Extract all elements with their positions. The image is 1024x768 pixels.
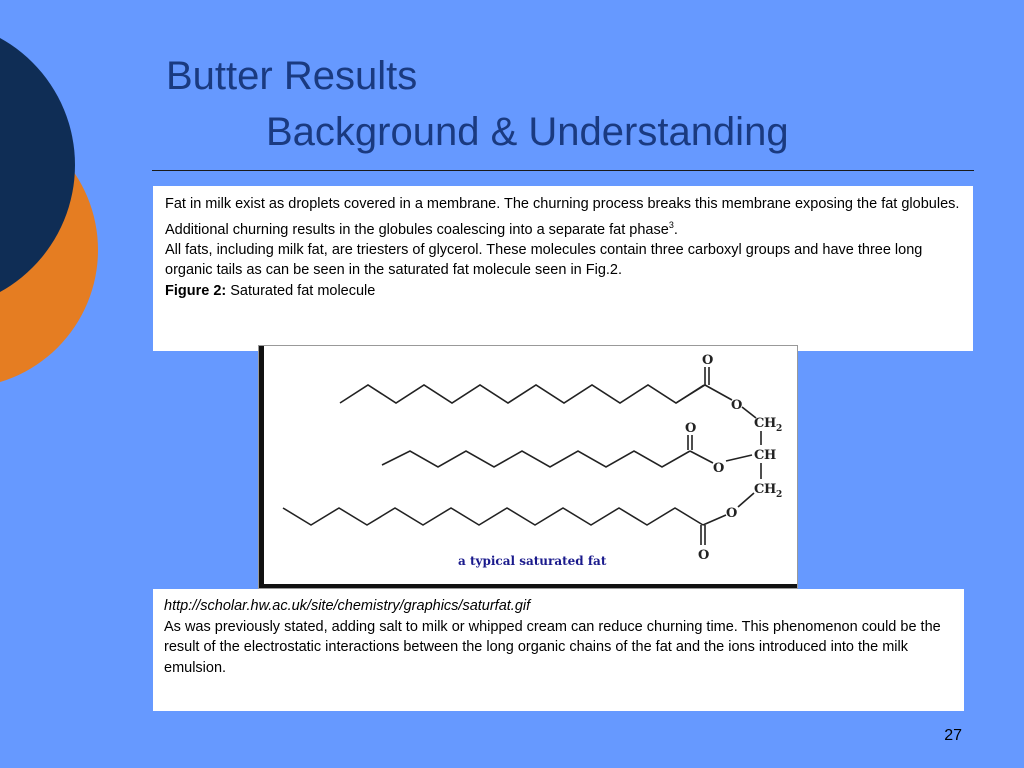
decorative-circles bbox=[0, 0, 110, 420]
atom-c-ch2-top: C bbox=[754, 416, 765, 431]
atom-o-carbonyl-1: O bbox=[702, 353, 714, 368]
paragraph-salt-churning: As was previously stated, adding salt to milk or whipped cream can reduce churning time. This phenomenon could be the result of the electrostatic interactions between the long organic chains of the fat and the ions introduced into the milk emulsion. bbox=[164, 618, 941, 676]
paragraph-fat-droplets bbox=[165, 194, 961, 240]
atom-c-ch-middle: C bbox=[754, 448, 765, 463]
citation-superscript: 3 bbox=[668, 219, 674, 230]
source-url: http://scholar.hw.ac.uk/site/chemistry/graphics/saturfat.gif bbox=[164, 598, 531, 614]
atom-o-carbonyl-2: O bbox=[685, 421, 697, 436]
figure-reference bbox=[165, 281, 961, 302]
figure-label: Figure 2: bbox=[165, 282, 227, 299]
saturated-fat-figure bbox=[258, 345, 798, 589]
atom-h-ch2-top: H bbox=[764, 416, 777, 431]
atom-o-ester-2: O bbox=[713, 461, 725, 476]
atom-o-carbonyl-3: O bbox=[698, 548, 710, 563]
sub-2-top: 2 bbox=[776, 424, 783, 434]
page-number: 27 bbox=[944, 727, 962, 744]
slide-subtitle: Background & Understanding bbox=[266, 110, 789, 154]
paragraph-triesters: All fats, including milk fat, are triesters of glycerol. These molecules contain three carboxyl groups and have three long organic tails as can be seen in the saturated fat molecule seen in Fig.2. bbox=[165, 241, 923, 279]
paragraph-end-period: . bbox=[673, 221, 678, 238]
title-divider bbox=[152, 170, 974, 171]
atom-c-ch2-bottom: C bbox=[754, 482, 765, 497]
top-text-box bbox=[153, 186, 973, 351]
atom-h-ch-middle: H bbox=[764, 448, 777, 463]
sub-2-bottom: 2 bbox=[776, 490, 783, 500]
figure-caption: a typical saturated fat bbox=[458, 554, 607, 568]
atom-h-ch2-bottom: H bbox=[764, 482, 777, 497]
slide-title: Butter Results bbox=[166, 54, 418, 98]
bottom-text-box bbox=[153, 589, 964, 711]
figure-description: Saturated fat molecule bbox=[226, 282, 376, 299]
atom-o-ester-1: O bbox=[731, 398, 743, 413]
paragraph-fat-droplets-text: Fat in milk exist as droplets covered in a membrane. The churning process breaks this membrane exposing the fat globules. Additional churning results in the globules coalescing into a separate fat phase bbox=[165, 196, 960, 238]
atom-o-ester-3: O bbox=[726, 506, 738, 521]
